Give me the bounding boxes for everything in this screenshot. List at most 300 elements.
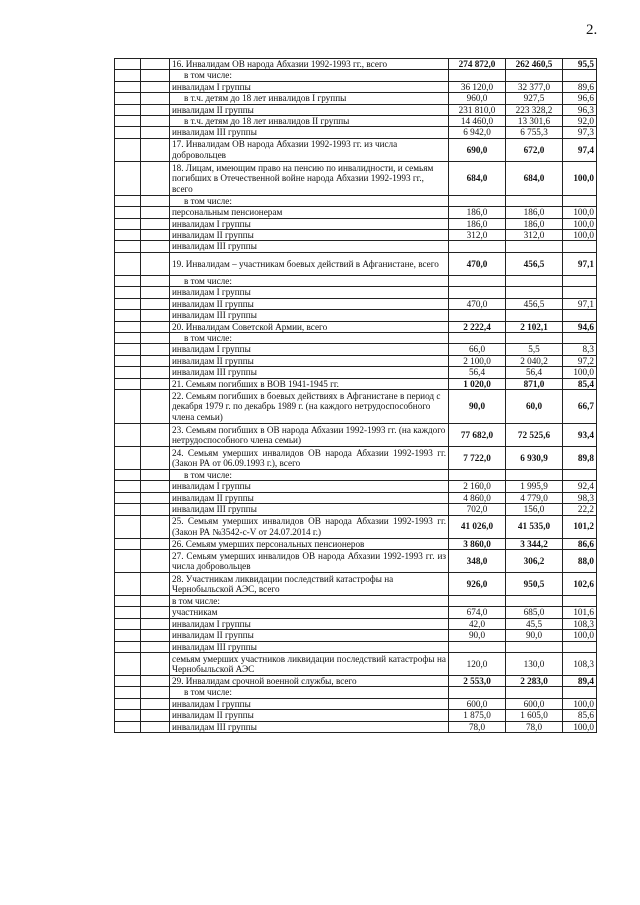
row-percent: 93,4	[563, 423, 597, 446]
row-blank-cell-1	[115, 230, 141, 241]
row-value-1: 7 722,0	[449, 446, 506, 469]
row-percent: 89,8	[563, 446, 597, 469]
table-row	[115, 378, 597, 389]
row-value-2: 6 930,9	[506, 446, 563, 469]
row-percent	[563, 641, 597, 652]
row-blank-cell-1	[115, 298, 141, 309]
table-row	[115, 595, 597, 606]
table-row	[115, 218, 597, 229]
row-blank-cell-1	[115, 630, 141, 641]
row-blank-cell-2	[141, 218, 170, 229]
row-value-1	[449, 310, 506, 321]
row-description: в т.ч. детям до 18 лет инвалидов I группы	[170, 93, 449, 104]
row-blank-cell-2	[141, 138, 170, 161]
row-blank-cell-2	[141, 492, 170, 503]
row-value-1: 90,0	[449, 630, 506, 641]
row-blank-cell-2	[141, 298, 170, 309]
row-blank-cell-1	[115, 116, 141, 127]
row-blank-cell-2	[141, 481, 170, 492]
row-value-2	[506, 687, 563, 698]
row-description: инвалидам III группы	[170, 241, 449, 252]
row-blank-cell-2	[141, 676, 170, 687]
row-blank-cell-1	[115, 618, 141, 629]
row-description: 20. Инвалидам Советской Армии, всего	[170, 321, 449, 332]
row-value-1: 41 026,0	[449, 515, 506, 538]
page-number: 2.	[586, 22, 598, 38]
row-blank-cell-2	[141, 321, 170, 332]
table-row	[115, 355, 597, 366]
row-value-2: 78,0	[506, 721, 563, 732]
row-percent: 100,0	[563, 721, 597, 732]
row-percent	[563, 595, 597, 606]
row-blank-cell-2	[141, 275, 170, 286]
row-blank-cell-2	[141, 618, 170, 629]
row-description: в том числе:	[170, 595, 449, 606]
row-description: инвалидам III группы	[170, 310, 449, 321]
row-value-2: 1 605,0	[506, 710, 563, 721]
row-value-1: 2 160,0	[449, 481, 506, 492]
row-blank-cell-2	[141, 538, 170, 549]
row-description: инвалидам III группы	[170, 641, 449, 652]
row-value-1: 78,0	[449, 721, 506, 732]
row-percent: 96,6	[563, 93, 597, 104]
row-percent: 100,0	[563, 698, 597, 709]
row-percent: 97,2	[563, 355, 597, 366]
row-blank-cell-2	[141, 572, 170, 595]
row-value-1: 274 872,0	[449, 59, 506, 70]
row-description: инвалидам II группы	[170, 492, 449, 503]
row-description: 28. Участникам ликвидации последствий катастрофы на Чернобыльской АЭС, всего	[170, 572, 449, 595]
row-value-1: 14 460,0	[449, 116, 506, 127]
row-description: 22. Семьям погибших в боевых действиях в Афганистане в период с декабря 1979 г. по декабрь 1989 г. (на каждого нетрудоспособного члена семьи)	[170, 389, 449, 423]
row-description: 26. Семьям умерших персональных пенсионеров	[170, 538, 449, 549]
row-blank-cell-1	[115, 81, 141, 92]
row-blank-cell-2	[141, 653, 170, 676]
row-value-2	[506, 310, 563, 321]
row-percent: 85,6	[563, 710, 597, 721]
row-value-1: 66,0	[449, 344, 506, 355]
row-value-2: 950,5	[506, 572, 563, 595]
row-description: инвалидам I группы	[170, 698, 449, 709]
row-value-2: 5,5	[506, 344, 563, 355]
row-percent: 108,3	[563, 653, 597, 676]
row-blank-cell-1	[115, 698, 141, 709]
row-description: 23. Семьям погибших в ОВ народа Абхазии 1992-1993 гг. (на каждого нетрудоспособного члена семьи)	[170, 423, 449, 446]
row-value-2: 41 535,0	[506, 515, 563, 538]
row-percent: 92,4	[563, 481, 597, 492]
table-row	[115, 504, 597, 515]
row-blank-cell-2	[141, 549, 170, 572]
table-row	[115, 721, 597, 732]
row-value-2	[506, 241, 563, 252]
table-row	[115, 241, 597, 252]
row-description: 16. Инвалидам ОВ народа Абхазии 1992-1993 гг., всего	[170, 59, 449, 70]
row-value-2	[506, 195, 563, 206]
row-value-2: 927,5	[506, 93, 563, 104]
row-blank-cell-1	[115, 138, 141, 161]
row-percent: 22,2	[563, 504, 597, 515]
row-percent	[563, 241, 597, 252]
row-value-1: 684,0	[449, 161, 506, 195]
row-value-1: 702,0	[449, 504, 506, 515]
table-row	[115, 275, 597, 286]
row-blank-cell-1	[115, 607, 141, 618]
row-blank-cell-1	[115, 481, 141, 492]
row-description: 19. Инвалидам – участникам боевых действий в Афганистане, всего	[170, 252, 449, 275]
table-row	[115, 252, 597, 275]
row-value-1: 2 553,0	[449, 676, 506, 687]
row-blank-cell-2	[141, 607, 170, 618]
row-blank-cell-2	[141, 378, 170, 389]
row-description: инвалидам III группы	[170, 504, 449, 515]
table-row	[115, 515, 597, 538]
row-blank-cell-2	[141, 116, 170, 127]
row-blank-cell-2	[141, 389, 170, 423]
row-blank-cell-2	[141, 721, 170, 732]
row-blank-cell-2	[141, 423, 170, 446]
row-blank-cell-1	[115, 572, 141, 595]
row-description: инвалидам I группы	[170, 218, 449, 229]
table-row	[115, 195, 597, 206]
row-percent	[563, 287, 597, 298]
row-percent: 98,3	[563, 492, 597, 503]
row-blank-cell-1	[115, 310, 141, 321]
row-value-2: 3 344,2	[506, 538, 563, 549]
row-blank-cell-1	[115, 321, 141, 332]
row-blank-cell-1	[115, 70, 141, 81]
table-row	[115, 538, 597, 549]
row-value-1: 312,0	[449, 230, 506, 241]
row-value-1	[449, 275, 506, 286]
table-row	[115, 698, 597, 709]
row-blank-cell-2	[141, 630, 170, 641]
row-percent	[563, 195, 597, 206]
row-value-1: 120,0	[449, 653, 506, 676]
table-row	[115, 344, 597, 355]
row-value-1: 690,0	[449, 138, 506, 161]
row-blank-cell-1	[115, 504, 141, 515]
row-blank-cell-1	[115, 687, 141, 698]
row-description: 21. Семьям погибших в ВОВ 1941-1945 гг.	[170, 378, 449, 389]
row-percent: 8,3	[563, 344, 597, 355]
row-description: в том числе:	[170, 195, 449, 206]
row-value-2: 4 779,0	[506, 492, 563, 503]
row-description: инвалидам II группы	[170, 298, 449, 309]
row-description: инвалидам I группы	[170, 287, 449, 298]
row-percent: 97,1	[563, 252, 597, 275]
table-row	[115, 207, 597, 218]
row-percent: 96,3	[563, 104, 597, 115]
row-value-1	[449, 469, 506, 480]
row-value-1: 36 120,0	[449, 81, 506, 92]
row-description: в том числе:	[170, 687, 449, 698]
row-value-2: 130,0	[506, 653, 563, 676]
row-value-1	[449, 641, 506, 652]
row-value-2: 1 995,9	[506, 481, 563, 492]
row-description: инвалидам I группы	[170, 481, 449, 492]
table-row	[115, 127, 597, 138]
row-value-2: 45,5	[506, 618, 563, 629]
row-value-2: 306,2	[506, 549, 563, 572]
row-blank-cell-1	[115, 676, 141, 687]
table-row	[115, 93, 597, 104]
row-blank-cell-1	[115, 423, 141, 446]
row-blank-cell-2	[141, 355, 170, 366]
table-row	[115, 161, 597, 195]
row-value-2: 871,0	[506, 378, 563, 389]
table-row	[115, 298, 597, 309]
table-row	[115, 641, 597, 652]
row-value-2: 223 328,2	[506, 104, 563, 115]
row-value-1: 56,4	[449, 367, 506, 378]
row-value-1: 42,0	[449, 618, 506, 629]
row-percent: 100,0	[563, 230, 597, 241]
row-percent: 85,4	[563, 378, 597, 389]
row-percent: 89,6	[563, 81, 597, 92]
row-blank-cell-1	[115, 218, 141, 229]
table-row	[115, 230, 597, 241]
row-blank-cell-1	[115, 538, 141, 549]
row-blank-cell-2	[141, 252, 170, 275]
row-value-2	[506, 70, 563, 81]
row-value-2: 72 525,6	[506, 423, 563, 446]
row-blank-cell-2	[141, 81, 170, 92]
row-blank-cell-1	[115, 161, 141, 195]
row-value-1: 1 020,0	[449, 378, 506, 389]
row-value-2: 90,0	[506, 630, 563, 641]
row-value-2	[506, 469, 563, 480]
row-value-1: 1 875,0	[449, 710, 506, 721]
row-value-1	[449, 287, 506, 298]
row-percent: 97,1	[563, 298, 597, 309]
row-blank-cell-1	[115, 389, 141, 423]
row-value-2: 6 755,3	[506, 127, 563, 138]
row-description: в том числе:	[170, 332, 449, 343]
row-value-1: 186,0	[449, 218, 506, 229]
row-blank-cell-2	[141, 710, 170, 721]
row-value-1: 2 222,4	[449, 321, 506, 332]
row-percent: 100,0	[563, 367, 597, 378]
row-description: 29. Инвалидам срочной военной службы, всего	[170, 676, 449, 687]
table-row	[115, 630, 597, 641]
row-blank-cell-1	[115, 710, 141, 721]
row-description: инвалидам II группы	[170, 355, 449, 366]
row-blank-cell-1	[115, 721, 141, 732]
row-value-2: 456,5	[506, 252, 563, 275]
table-row	[115, 492, 597, 503]
table-row	[115, 653, 597, 676]
row-value-2: 156,0	[506, 504, 563, 515]
table-row	[115, 81, 597, 92]
row-percent	[563, 70, 597, 81]
row-value-1: 960,0	[449, 93, 506, 104]
row-blank-cell-2	[141, 207, 170, 218]
row-blank-cell-1	[115, 104, 141, 115]
table-row	[115, 389, 597, 423]
row-percent: 102,6	[563, 572, 597, 595]
row-description: инвалидам I группы	[170, 344, 449, 355]
row-blank-cell-1	[115, 469, 141, 480]
row-blank-cell-2	[141, 310, 170, 321]
row-value-2: 186,0	[506, 218, 563, 229]
row-blank-cell-1	[115, 653, 141, 676]
row-blank-cell-1	[115, 59, 141, 70]
row-blank-cell-1	[115, 275, 141, 286]
table-row	[115, 287, 597, 298]
row-value-2: 672,0	[506, 138, 563, 161]
row-description: 24. Семьям умерших инвалидов ОВ народа Абхазии 1992-1993 гг. (Закон РА от 06.09.1993 г.), всего	[170, 446, 449, 469]
row-description: 27. Семьям умерших инвалидов ОВ народа Абхазии 1992-1993 гг. из числа добровольцев	[170, 549, 449, 572]
row-description: инвалидам III группы	[170, 367, 449, 378]
row-percent: 100,0	[563, 630, 597, 641]
row-blank-cell-2	[141, 70, 170, 81]
row-blank-cell-1	[115, 287, 141, 298]
row-blank-cell-2	[141, 687, 170, 698]
row-blank-cell-1	[115, 549, 141, 572]
row-value-1: 3 860,0	[449, 538, 506, 549]
table-row	[115, 104, 597, 115]
row-percent: 88,0	[563, 549, 597, 572]
row-value-2: 186,0	[506, 207, 563, 218]
row-description: инвалидам III группы	[170, 127, 449, 138]
row-description: инвалидам II группы	[170, 630, 449, 641]
row-percent: 97,3	[563, 127, 597, 138]
row-blank-cell-2	[141, 332, 170, 343]
row-value-2: 2 283,0	[506, 676, 563, 687]
row-blank-cell-2	[141, 367, 170, 378]
row-blank-cell-1	[115, 207, 141, 218]
row-description: инвалидам III группы	[170, 721, 449, 732]
row-value-1: 6 942,0	[449, 127, 506, 138]
row-blank-cell-2	[141, 344, 170, 355]
row-blank-cell-2	[141, 698, 170, 709]
table-row	[115, 423, 597, 446]
row-value-2: 56,4	[506, 367, 563, 378]
table-row	[115, 70, 597, 81]
table-row	[115, 710, 597, 721]
row-value-1: 470,0	[449, 252, 506, 275]
row-blank-cell-2	[141, 595, 170, 606]
row-value-2	[506, 287, 563, 298]
table-row	[115, 138, 597, 161]
row-description: 18. Лицам, имеющим право на пенсию по инвалидности, и семьям погибших в Отечественной войне народа Абхазии 1992-1993 гг., всего	[170, 161, 449, 195]
row-value-2: 685,0	[506, 607, 563, 618]
row-blank-cell-2	[141, 104, 170, 115]
row-value-2: 32 377,0	[506, 81, 563, 92]
table-row	[115, 549, 597, 572]
row-description: семьям умерших участников ликвидации последствий катастрофы на Чернобыльской АЭС	[170, 653, 449, 676]
row-value-1: 77 682,0	[449, 423, 506, 446]
row-value-2: 2 040,2	[506, 355, 563, 366]
row-value-1: 2 100,0	[449, 355, 506, 366]
row-blank-cell-2	[141, 93, 170, 104]
row-description: инвалидам II группы	[170, 230, 449, 241]
row-value-2: 13 301,6	[506, 116, 563, 127]
row-blank-cell-2	[141, 127, 170, 138]
row-description: в том числе:	[170, 275, 449, 286]
row-value-2	[506, 595, 563, 606]
row-percent: 94,6	[563, 321, 597, 332]
table-row	[115, 446, 597, 469]
table-row	[115, 332, 597, 343]
row-blank-cell-1	[115, 446, 141, 469]
row-percent	[563, 310, 597, 321]
row-value-1: 470,0	[449, 298, 506, 309]
row-value-1: 926,0	[449, 572, 506, 595]
table-row	[115, 618, 597, 629]
row-blank-cell-1	[115, 595, 141, 606]
row-percent: 92,0	[563, 116, 597, 127]
row-blank-cell-2	[141, 287, 170, 298]
row-description: инвалидам II группы	[170, 710, 449, 721]
row-blank-cell-1	[115, 492, 141, 503]
row-blank-cell-1	[115, 344, 141, 355]
row-blank-cell-2	[141, 641, 170, 652]
row-blank-cell-2	[141, 504, 170, 515]
row-value-2: 262 460,5	[506, 59, 563, 70]
row-percent: 100,0	[563, 218, 597, 229]
table-row	[115, 572, 597, 595]
table-row	[115, 59, 597, 70]
table-body	[115, 59, 597, 733]
row-percent: 97,4	[563, 138, 597, 161]
row-description: участникам	[170, 607, 449, 618]
row-percent: 100,0	[563, 207, 597, 218]
row-value-2: 600,0	[506, 698, 563, 709]
row-value-2	[506, 275, 563, 286]
row-blank-cell-1	[115, 241, 141, 252]
row-description: персональным пенсионерам	[170, 207, 449, 218]
budget-table	[114, 58, 597, 733]
row-value-2: 60,0	[506, 389, 563, 423]
row-blank-cell-1	[115, 367, 141, 378]
row-value-1: 674,0	[449, 607, 506, 618]
row-blank-cell-1	[115, 195, 141, 206]
row-percent: 100,0	[563, 161, 597, 195]
row-blank-cell-1	[115, 93, 141, 104]
row-value-1: 90,0	[449, 389, 506, 423]
row-value-2	[506, 641, 563, 652]
row-blank-cell-2	[141, 230, 170, 241]
row-description: в т.ч. детям до 18 лет инвалидов II группы	[170, 116, 449, 127]
table-row	[115, 367, 597, 378]
row-description: в том числе:	[170, 469, 449, 480]
row-percent: 66,7	[563, 389, 597, 423]
row-value-2: 456,5	[506, 298, 563, 309]
row-value-1	[449, 241, 506, 252]
row-value-1	[449, 195, 506, 206]
row-percent	[563, 332, 597, 343]
row-blank-cell-1	[115, 378, 141, 389]
row-percent: 89,4	[563, 676, 597, 687]
row-percent: 95,5	[563, 59, 597, 70]
row-value-1: 186,0	[449, 207, 506, 218]
row-blank-cell-1	[115, 641, 141, 652]
row-value-2: 684,0	[506, 161, 563, 195]
row-blank-cell-1	[115, 355, 141, 366]
row-value-1: 231 810,0	[449, 104, 506, 115]
row-value-1	[449, 332, 506, 343]
table-row	[115, 676, 597, 687]
table-row	[115, 469, 597, 480]
row-description: инвалидам II группы	[170, 104, 449, 115]
row-percent	[563, 275, 597, 286]
row-blank-cell-1	[115, 332, 141, 343]
row-blank-cell-1	[115, 515, 141, 538]
row-blank-cell-2	[141, 469, 170, 480]
row-description: 25. Семьям умерших инвалидов ОВ народа Абхазии 1992-1993 гг. (Закон РА №3542-с-V от 24.07.2014 г.)	[170, 515, 449, 538]
row-description: инвалидам I группы	[170, 618, 449, 629]
